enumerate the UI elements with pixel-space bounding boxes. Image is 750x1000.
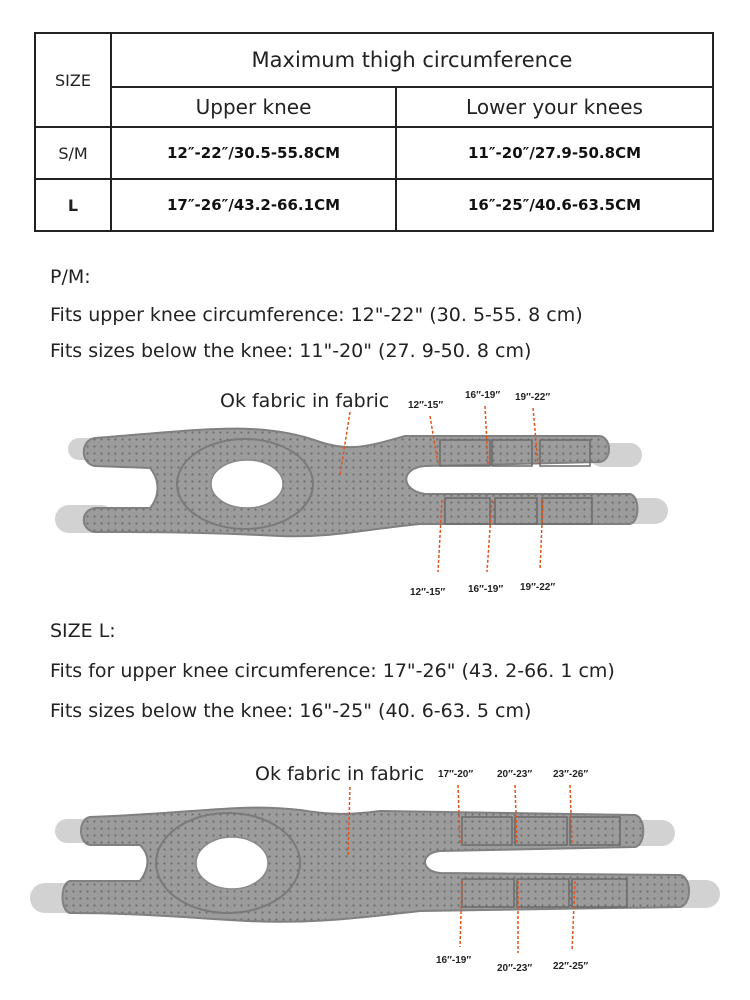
l-brace-figure xyxy=(0,755,750,1000)
fabric-label: Ok fabric in fabric xyxy=(220,390,390,412)
l-line-lower: Fits sizes below the knee: 16"-25" (40. 6-63. 5 cm) xyxy=(50,700,532,722)
table-row xyxy=(35,127,713,179)
l-heading: SIZE L: xyxy=(50,620,116,642)
tick-label: 23″-26″ xyxy=(553,769,589,780)
table-row xyxy=(35,179,713,231)
tick-label: 20″-23″ xyxy=(497,769,533,780)
lower-knee-value: 16″-25″/40.6-63.5CM xyxy=(396,179,713,231)
max-thigh-header: Maximum thigh circumference xyxy=(111,33,713,87)
pm-brace-figure xyxy=(0,380,750,610)
fabric-label: Ok fabric in fabric xyxy=(255,763,425,785)
size-header: SIZE xyxy=(35,33,111,127)
tick-label: 16″-19″ xyxy=(436,955,472,966)
upper-knee-value: 12″-22″/30.5-55.8CM xyxy=(111,127,396,179)
lower-knee-value: 11″-20″/27.9-50.8CM xyxy=(396,127,713,179)
tick-label: 19″-22″ xyxy=(520,582,556,593)
tick-label: 16″-19″ xyxy=(465,390,501,401)
tick-label: 22″-25″ xyxy=(553,961,589,972)
brace-body xyxy=(84,429,638,537)
kneecap-hole xyxy=(196,837,268,889)
upper-knee-value: 17″-26″/43.2-66.1CM xyxy=(111,179,396,231)
tick-label: 20″-23″ xyxy=(497,963,533,974)
pm-line-lower: Fits sizes below the knee: 11"-20" (27. 9-50. 8 cm) xyxy=(50,340,532,362)
tick-label: 19″-22″ xyxy=(515,392,551,403)
tick-label: 12″-15″ xyxy=(408,400,444,411)
tick-label: 16″-19″ xyxy=(468,584,504,595)
measure-arrows xyxy=(458,785,575,953)
measure-arrows xyxy=(430,406,543,572)
lower-knee-header: Lower your knees xyxy=(396,87,713,127)
pm-heading: P/M: xyxy=(50,266,91,288)
upper-knee-header: Upper knee xyxy=(111,87,396,127)
kneecap-hole xyxy=(211,460,283,508)
tick-label: 17″-20″ xyxy=(438,769,474,780)
l-line-upper: Fits for upper knee circumference: 17"-26" (43. 2-66. 1 cm) xyxy=(50,660,615,682)
size-cell: S/M xyxy=(35,127,111,179)
size-table xyxy=(34,32,714,232)
pm-line-upper: Fits upper knee circumference: 12"-22" (30. 5-55. 8 cm) xyxy=(50,304,583,326)
size-cell: L xyxy=(35,179,111,231)
tick-label: 12″-15″ xyxy=(410,587,446,598)
